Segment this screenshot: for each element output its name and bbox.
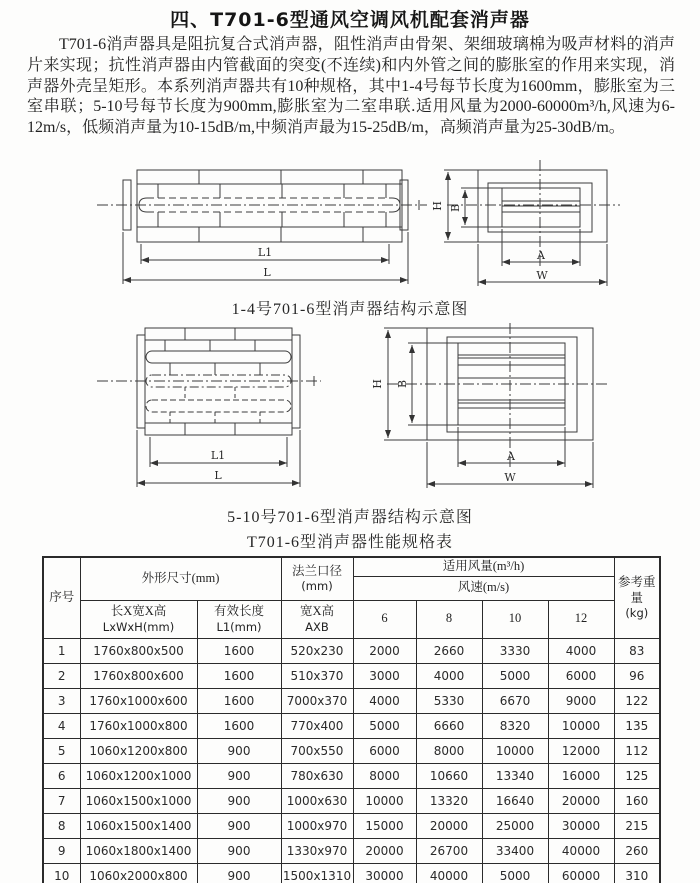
- col-header-dims-group: 外形尺寸(mm): [80, 557, 281, 600]
- col-header-weight: 参考重量 (kg): [614, 557, 660, 638]
- table-cell: 9: [43, 838, 80, 863]
- table-cell: 12000: [548, 738, 614, 763]
- dim-label-a: A: [537, 249, 545, 262]
- brick-joints: [158, 170, 386, 242]
- dim-label-h: H: [371, 379, 384, 389]
- table-cell: 310: [614, 863, 660, 883]
- table-cell: 1: [43, 638, 80, 663]
- cross-section: [478, 170, 607, 242]
- col-header-speed-6: 6: [353, 600, 416, 638]
- col-header-speed-12: 12: [548, 600, 614, 638]
- table-cell: 6660: [416, 713, 482, 738]
- spec-table-body: [43, 638, 660, 883]
- table-cell: 60000: [548, 863, 614, 883]
- figure-1-caption: 1-4号701-6型消声器结构示意图: [231, 301, 469, 318]
- table-cell: 1000x630: [281, 788, 353, 813]
- table-row: [43, 788, 660, 813]
- table-cell: 8000: [353, 763, 416, 788]
- table-cell: 770x400: [281, 713, 353, 738]
- dim-label-b: B: [449, 203, 462, 213]
- table-row: [43, 688, 660, 713]
- table-cell: 260: [614, 838, 660, 863]
- table-cell: 1760x1000x600: [80, 688, 197, 713]
- dim-label-l1: L1: [210, 449, 226, 462]
- dim-label-l: L: [214, 469, 222, 482]
- table-cell: 10000: [482, 738, 548, 763]
- table-cell: 10000: [353, 788, 416, 813]
- table-cell: 4000: [353, 688, 416, 713]
- table-cell: 15000: [353, 813, 416, 838]
- intro-paragraph: T701-6消声器具是阻抗复合式消声器，阻性消声由骨架、架细玻璃棉为吸声材料的消声片来实现；抗性消声器由内管截面的突变(不连续)和内外管之间的膨胀室的作用来实现，消声器外壳呈矩形。本系列消声器共有10种规格，其中1-4号每节长度为1600mm，膨胀室为三室串联；5-10号每节长度为900mm,膨胀室为二室串联.适用风量为2000-60000m³/h,风速为6-12m/s，低频消声量为10-15dB/m,中频消声最为15-25dB/m，高频消声量为25-30dB/m。: [27, 36, 675, 137]
- table-cell: 1060x1200x800: [80, 738, 197, 763]
- section-centerline: [447, 160, 620, 266]
- table-cell: 160: [614, 788, 660, 813]
- dim-label-h: H: [431, 201, 444, 211]
- table-cell: 30000: [353, 863, 416, 883]
- table-cell: 13320: [416, 788, 482, 813]
- figure-1-structure-diagram: [95, 160, 685, 298]
- col-header-airflow-group: 适用风量(m³/h): [353, 557, 614, 576]
- dim-label-a: A: [507, 450, 515, 463]
- dim-label-b: B: [396, 379, 409, 389]
- table-cell: 1760x1000x800: [80, 713, 197, 738]
- table-cell: 1760x800x500: [80, 638, 197, 663]
- col-header-flange: 法兰口径 (mm): [281, 557, 353, 600]
- dim-label-l: L: [263, 266, 271, 279]
- section-centerline: [387, 323, 607, 469]
- table-row: [43, 713, 660, 738]
- figure-2-structure-diagram: [95, 323, 685, 495]
- table-cell: 10660: [416, 763, 482, 788]
- table-row: [43, 638, 660, 663]
- table-cell: 1600: [197, 663, 281, 688]
- table-cell: 510x370: [281, 663, 353, 688]
- table-cell: 125: [614, 763, 660, 788]
- table-cell: 1060x2000x800: [80, 863, 197, 883]
- table-cell: 5000: [482, 863, 548, 883]
- table-cell: 1060x1200x1000: [80, 763, 197, 788]
- table-cell: 8000: [416, 738, 482, 763]
- col-header-speed-10: 10: [482, 600, 548, 638]
- table-cell: 40000: [548, 838, 614, 863]
- table-cell: 20000: [416, 813, 482, 838]
- col-header-speed-group: 风速(m/s): [353, 576, 614, 600]
- table-cell: 1500x1310: [281, 863, 353, 883]
- spec-table: [42, 556, 661, 883]
- table-cell: 900: [197, 788, 281, 813]
- table-cell: 8320: [482, 713, 548, 738]
- table-cell: 20000: [548, 788, 614, 813]
- col-header-effective-length: 有效长度 L1(mm): [197, 600, 281, 638]
- table-cell: 1060x1500x1000: [80, 788, 197, 813]
- table-cell: 1600: [197, 638, 281, 663]
- table-cell: 6: [43, 763, 80, 788]
- table-cell: 6000: [353, 738, 416, 763]
- table-cell: 9000: [548, 688, 614, 713]
- table-row: [43, 838, 660, 863]
- splitter-top: [146, 351, 291, 363]
- dim-label-l1: L1: [257, 246, 273, 259]
- table-row: [43, 863, 660, 883]
- table-cell: 3330: [482, 638, 548, 663]
- table-cell: 26700: [416, 838, 482, 863]
- splitter-bottom: [146, 400, 291, 412]
- table-cell: 1000x970: [281, 813, 353, 838]
- table-cell: 5000: [353, 713, 416, 738]
- table-cell: 900: [197, 763, 281, 788]
- table-row: [43, 813, 660, 838]
- table-cell: 700x550: [281, 738, 353, 763]
- table-cell: 20000: [353, 838, 416, 863]
- table-cell: 900: [197, 738, 281, 763]
- table-cell: 1060x1500x1400: [80, 813, 197, 838]
- col-header-flange-sub: 宽X高 AXB: [281, 600, 353, 638]
- table-cell: 10000: [548, 713, 614, 738]
- table-cell: 16000: [548, 763, 614, 788]
- table-cell: 25000: [482, 813, 548, 838]
- table-cell: 1600: [197, 688, 281, 713]
- dim-label-w: W: [504, 471, 516, 484]
- col-header-seq: 序号: [43, 557, 80, 638]
- table-cell: 5: [43, 738, 80, 763]
- table-cell: 135: [614, 713, 660, 738]
- table-cell: 6670: [482, 688, 548, 713]
- table-cell: 122: [614, 688, 660, 713]
- col-header-lwh: 长X宽X高 LxWxH(mm): [80, 600, 197, 638]
- table-cell: 900: [197, 863, 281, 883]
- table-cell: 215: [614, 813, 660, 838]
- table-cell: 33400: [482, 838, 548, 863]
- table-cell: 5000: [482, 663, 548, 688]
- table-cell: 1600: [197, 713, 281, 738]
- table-cell: 3: [43, 688, 80, 713]
- table-cell: 4000: [416, 663, 482, 688]
- table-cell: 2660: [416, 638, 482, 663]
- table-cell: 2: [43, 663, 80, 688]
- table-cell: 5330: [416, 688, 482, 713]
- table-cell: 16640: [482, 788, 548, 813]
- dim-label-w: W: [536, 269, 548, 282]
- table-cell: 900: [197, 813, 281, 838]
- table-cell: 520x230: [281, 638, 353, 663]
- table-cell: 2000: [353, 638, 416, 663]
- table-cell: 900: [197, 838, 281, 863]
- table-cell: 1760x800x600: [80, 663, 197, 688]
- table-cell: 7000x370: [281, 688, 353, 713]
- col-header-speed-8: 8: [416, 600, 482, 638]
- table-cell: 780x630: [281, 763, 353, 788]
- table-cell: 13340: [482, 763, 548, 788]
- spec-table-title: T701-6型消声器性能规格表: [246, 534, 454, 551]
- table-cell: 40000: [416, 863, 482, 883]
- table-cell: 8: [43, 813, 80, 838]
- table-cell: 4: [43, 713, 80, 738]
- table-row: [43, 763, 660, 788]
- table-cell: 4000: [548, 638, 614, 663]
- table-cell: 96: [614, 663, 660, 688]
- table-row: [43, 738, 660, 763]
- table-cell: 7: [43, 788, 80, 813]
- table-cell: 6000: [548, 663, 614, 688]
- table-cell: 83: [614, 638, 660, 663]
- table-cell: 1330x970: [281, 838, 353, 863]
- dimension-B: [461, 188, 502, 227]
- table-cell: 1060x1800x1400: [80, 838, 197, 863]
- page-title: 四、T701-6型通风空调风机配套消声器: [170, 9, 530, 31]
- table-cell: 112: [614, 738, 660, 763]
- table-row: [43, 663, 660, 688]
- casing-outline: [137, 170, 402, 242]
- figure-2-caption: 5-10号701-6型消声器结构示意图: [227, 509, 473, 526]
- table-cell: 3000: [353, 663, 416, 688]
- table-cell: 10: [43, 863, 80, 883]
- table-cell: 30000: [548, 813, 614, 838]
